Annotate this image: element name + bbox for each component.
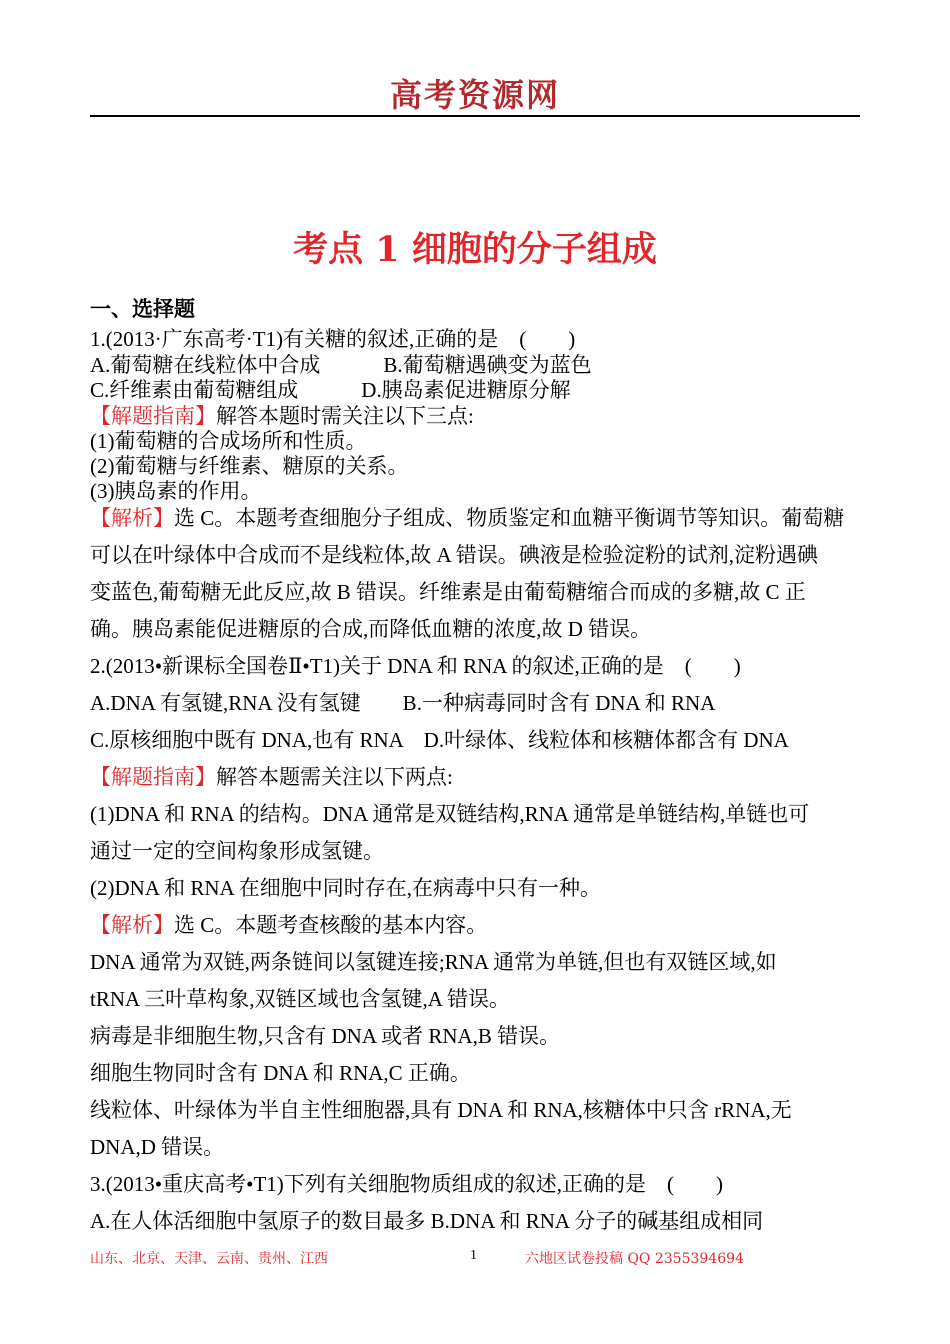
section-heading: 一、选择题 (90, 296, 195, 321)
text-line: 线粒体、叶绿体为半自主性细胞器,具有 DNA 和 RNA,核糖体中只含 rRNA,无 (90, 1098, 792, 1122)
text-line: 可以在叶绿体中合成而不是线粒体,故 A 错误。碘液是检验淀粉的试剂,淀粉遇碘 (90, 543, 819, 567)
text-line: A.DNA 有氢键,RNA 没有氢键 B.一种病毒同时含有 DNA 和 RNA (90, 691, 716, 715)
text-line: 2.(2013•新课标全国卷Ⅱ•T1)关于 DNA 和 RNA 的叙述,正确的是 ( ) (90, 654, 741, 678)
text-line: 病毒是非细胞生物,只含有 DNA 或者 RNA,B 错误。 (90, 1024, 561, 1048)
text-line: 3.(2013•重庆高考•T1)下列有关细胞物质组成的叙述,正确的是 ( ) (90, 1172, 724, 1196)
text-line: 【解析】选 C。本题考查细胞分子组成、物质鉴定和血糖平衡调节等知识。葡萄糖 (90, 506, 845, 530)
guide-tag: 【解题指南】 (90, 765, 216, 789)
text-line: (3)胰岛素的作用。 (90, 479, 262, 503)
text-line: (2)DNA 和 RNA 在细胞中同时存在,在病毒中只有一种。 (90, 876, 602, 900)
page-title: 考点 1 细胞的分子组成 (293, 229, 657, 270)
text-line: 通过一定的空间构象形成氢键。 (90, 839, 384, 863)
text-line: 变蓝色,葡萄糖无此反应,故 B 错误。纤维素是由葡萄糖缩合而成的多糖,故 C 正 (90, 580, 806, 604)
analysis-tag: 【解析】 (90, 913, 174, 937)
page-number: 1 (470, 1248, 477, 1263)
text-line: C.纤维素由葡萄糖组成 D.胰岛素促进糖原分解 (90, 378, 571, 402)
text-line: 确。胰岛素能促进糖原的合成,而降低血糖的浓度,故 D 错误。 (90, 617, 652, 641)
text-line: (1)DNA 和 RNA 的结构。DNA 通常是双链结构,RNA 通常是单链结构,单链也可 (90, 802, 810, 826)
text-line: 【解题指南】解答本题时需关注以下三点: (90, 404, 474, 428)
text-line: A.在人体活细胞中氢原子的数目最多 B.DNA 和 RNA 分子的碱基组成相同 (90, 1209, 764, 1233)
footer-contact: 六地区试卷投稿 QQ 2355394694 (525, 1251, 744, 1267)
text-line: 细胞生物同时含有 DNA 和 RNA,C 正确。 (90, 1061, 471, 1085)
site-logo: 高考资源网 (389, 76, 560, 114)
footer-regions: 山东、北京、天津、云南、贵州、江西 (90, 1251, 328, 1267)
guide-tag: 【解题指南】 (90, 404, 216, 428)
text-line: 【解题指南】解答本题需关注以下两点: (90, 765, 453, 789)
analysis-tag: 【解析】 (90, 506, 174, 530)
text-line: tRNA 三叶草构象,双链区域也含氢键,A 错误。 (90, 987, 511, 1011)
text-line: 1.(2013·广东高考·T1)有关糖的叙述,正确的是 ( ) (90, 327, 576, 351)
text-line: DNA 通常为双链,两条链间以氢键连接;RNA 通常为单链,但也有双链区域,如 (90, 950, 777, 974)
text-line: C.原核细胞中既有 DNA,也有 RNA D.叶绿体、线粒体和核糖体都含有 DNA (90, 728, 789, 752)
text-line: A.葡萄糖在线粒体中合成 B.葡萄糖遇碘变为蓝色 (90, 353, 592, 377)
header-divider (90, 115, 860, 117)
text-line: DNA,D 错误。 (90, 1135, 225, 1159)
text-line: (2)葡萄糖与纤维素、糖原的关系。 (90, 454, 409, 478)
text-line: 【解析】选 C。本题考查核酸的基本内容。 (90, 913, 488, 937)
text-line: (1)葡萄糖的合成场所和性质。 (90, 429, 367, 453)
